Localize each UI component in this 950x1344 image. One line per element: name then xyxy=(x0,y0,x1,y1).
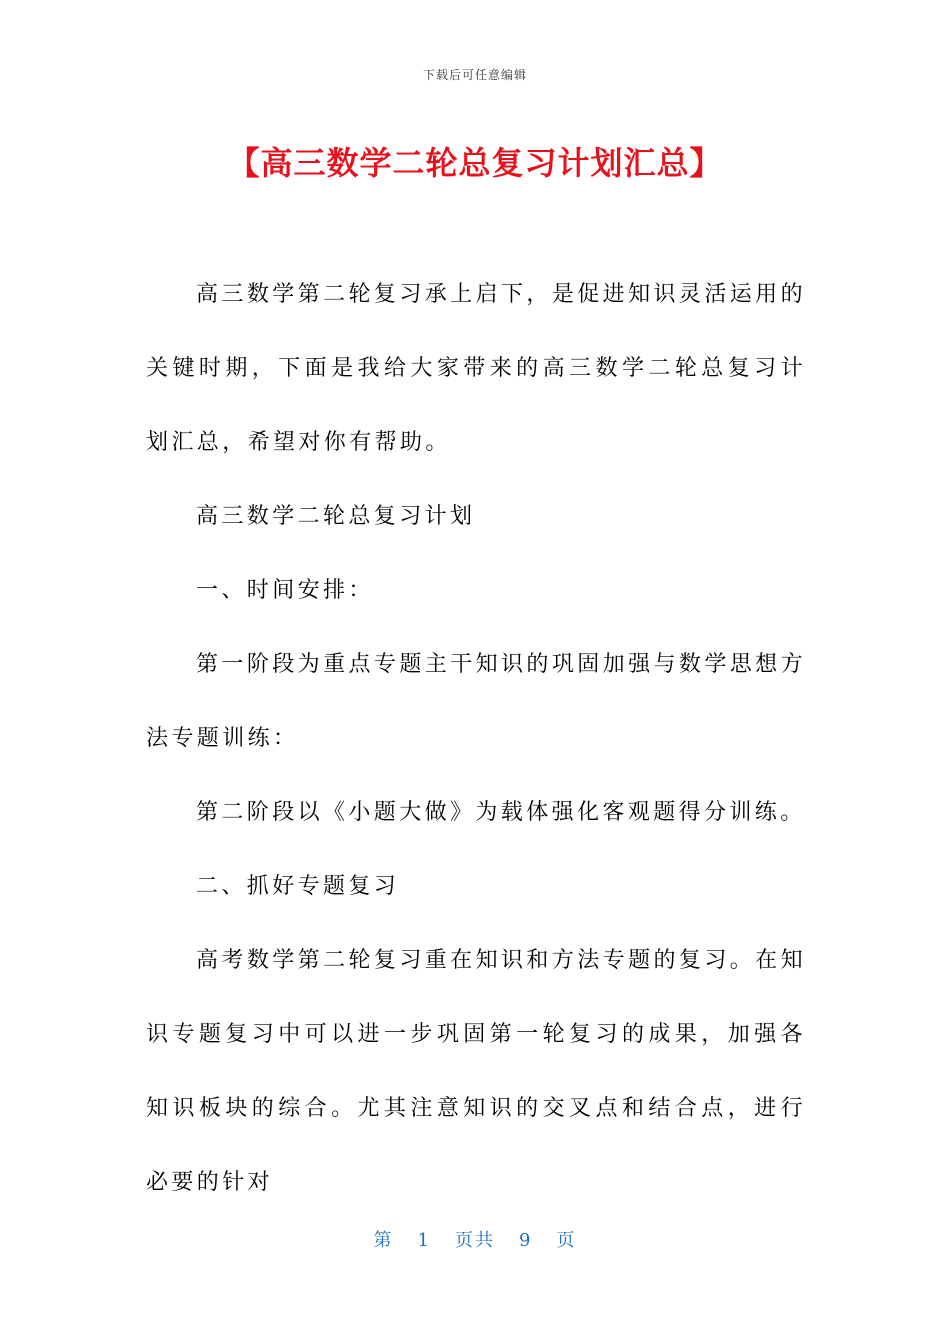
footer-prefix: 第 xyxy=(373,1230,394,1251)
footer-current-page: 1 xyxy=(417,1230,431,1251)
paragraph-section-one-heading: 一、时间安排： xyxy=(196,578,374,603)
paragraph-intro: 高三数学第二轮复习承上启下，是促进知识灵活运用的关键时期，下面是我给大家带来的高三数学二轮总复习计划汇总，希望对你有帮助。 xyxy=(146,282,806,455)
paragraph-stage-two: 第二阶段以《小题大做》为载体强化客观题得分训练。 xyxy=(196,800,806,825)
page-header-note: 下载后可任意编辑 xyxy=(422,68,527,82)
footer-middle: 页共 xyxy=(455,1230,495,1251)
document-body xyxy=(146,258,806,1220)
footer-suffix: 页 xyxy=(556,1230,577,1251)
page-footer xyxy=(0,1226,950,1252)
paragraph-stage-one: 第一阶段为重点专题主干知识的巩固加强与数学思想方法专题训练： xyxy=(146,652,806,751)
paragraph-plan-heading: 高三数学二轮总复习计划 xyxy=(196,504,476,529)
paragraph-topic-review: 高考数学第二轮复习重在知识和方法专题的复习。在知识专题复习中可以进一步巩固第一轮复习的成果，加强各知识板块的综合。尤其注意知识的交叉点和结合点，进行必要的针对 xyxy=(146,948,806,1195)
paragraph-section-two-heading: 二、抓好专题复习 xyxy=(196,874,400,899)
document-title: 【高三数学二轮总复习计划汇总】 xyxy=(227,144,723,182)
footer-total-pages: 9 xyxy=(519,1230,533,1251)
